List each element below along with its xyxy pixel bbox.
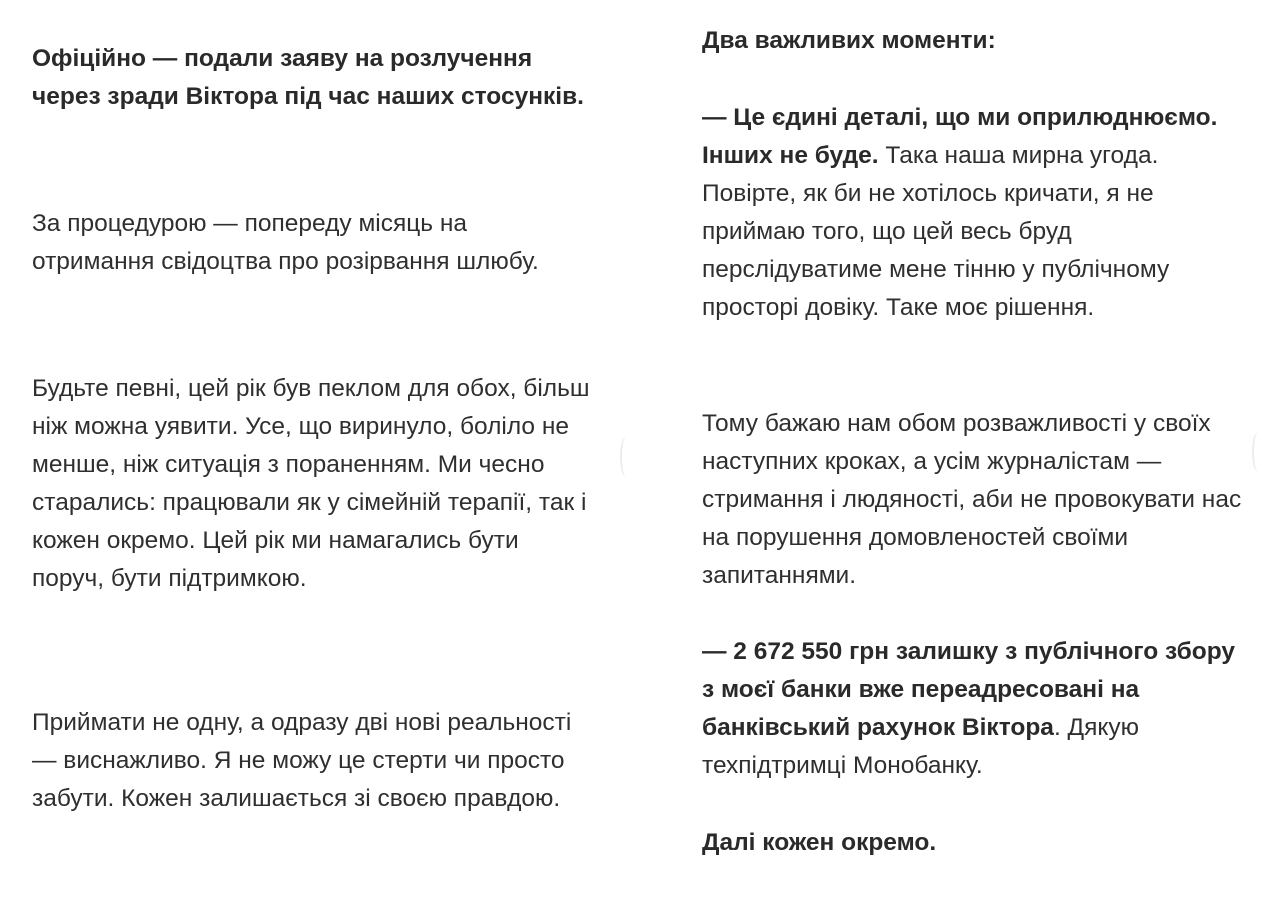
fundraising-transfer-rest-text: . Дякую техпідтримці Монобанку. <box>702 714 1140 779</box>
paragraph-two-realities: Приймати не одну, а одразу дві нові реальності — виснажливо. Я не можу це стерти чи просто забути. Кожен залишається зі своєю правдою. <box>32 709 572 812</box>
paragraph-fundraising-transfer <box>702 633 1242 785</box>
paragraph-only-details <box>702 99 1242 327</box>
paragraph-divorce-announcement <box>32 40 592 116</box>
paragraph-closing <box>702 824 1242 862</box>
paragraph-wish-to-journalists: Тому бажаю нам обом розважливості у своїх наступних кроках, а усім журналістам — стримання і людяності, аби не провокувати нас на порушення домовленостей своїми запитаннями. <box>702 410 1242 589</box>
heading-two-points <box>702 22 1242 60</box>
fundraising-transfer-bold-text: — 2 672 550 грн залишку з публічного збору з моєї банки вже переадресовані на банківський рахунок Віктора <box>702 638 1235 741</box>
only-details-bold-text: — Це єдині деталі, що ми оприлюднюємо. Інших не буде. <box>702 104 1218 169</box>
paragraph-procedure: За процедурою — попереду місяць на отримання свідоцтва про розірвання шлюбу. <box>32 210 539 275</box>
faint-scroll-mark-right <box>1252 432 1264 472</box>
paragraph-hard-year: Будьте певні, цей рік був пеклом для обох, більш ніж можна уявити. Усе, що виринуло, боліло не менше, ніж ситуація з пораненням. Ми чесно старались: працювали як у сімейній терапії, так і кожен окремо. Цей рік ми намагались бути поруч, бути підтримкою. <box>32 375 590 592</box>
closing-text: Далі кожен окремо. <box>702 829 937 856</box>
divorce-announcement-text: Офіційно — подали заяву на розлучення через зради Віктора під час наших стосунків. <box>32 45 584 110</box>
only-details-rest-text: Така наша мирна угода. Повірте, як би не хотілось кричати, я не приймаю того, що цей весь бруд перслідуватиме мене тінню у публічному просторі довіку. Таке моє рішення. <box>702 142 1170 321</box>
faint-scroll-mark-left <box>620 437 632 477</box>
heading-two-points-text: Два важливих моменти: <box>702 27 996 54</box>
